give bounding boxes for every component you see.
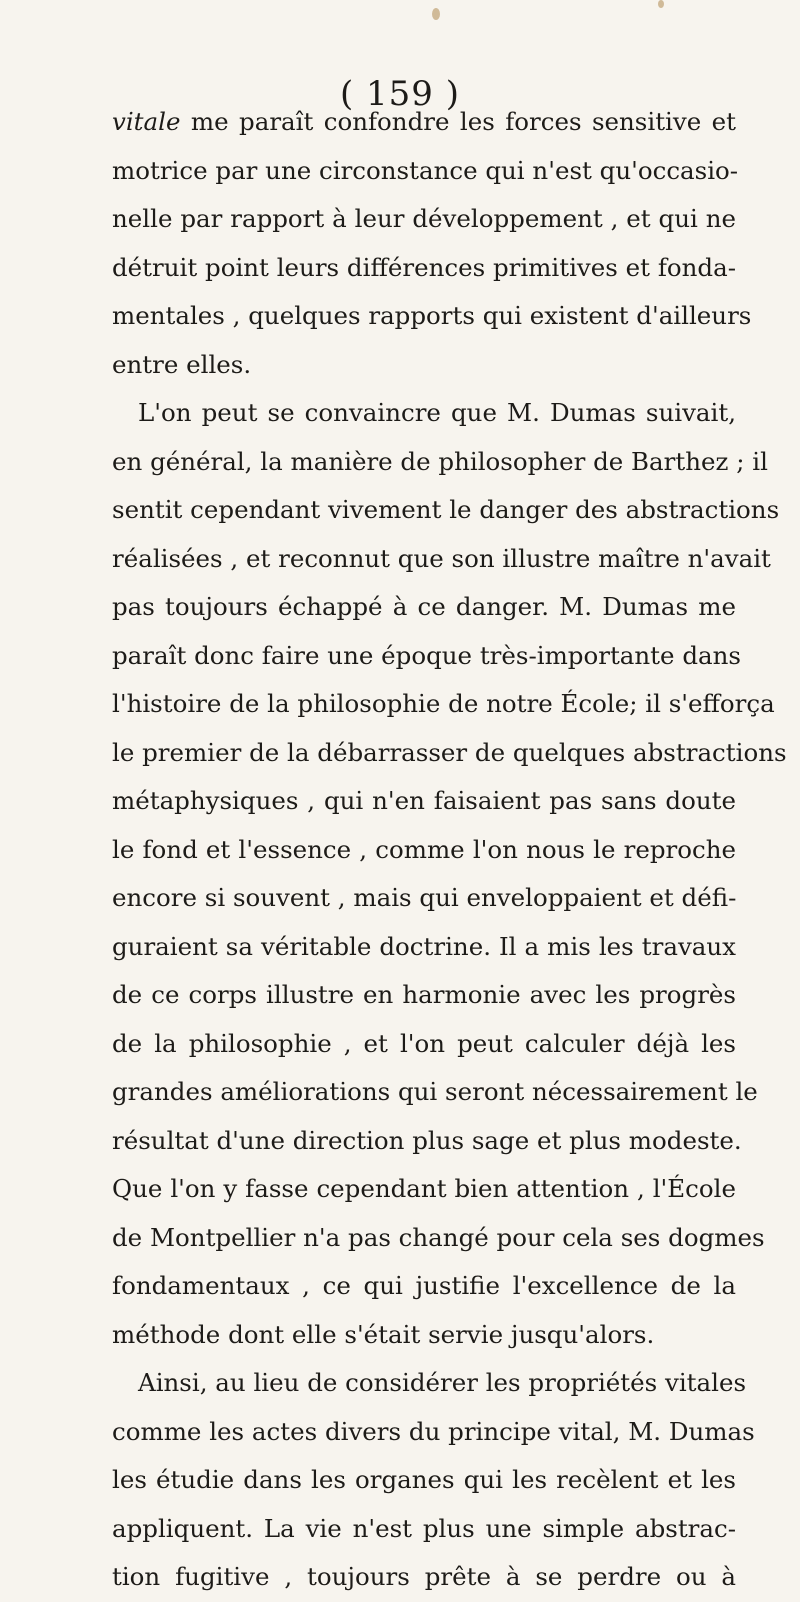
text-line: nelle par rapport à leur développement , et qui ne — [112, 204, 736, 233]
text-line: de Montpellier n'a pas changé pour cela ses dogmes — [112, 1222, 765, 1252]
text-line: mentales , quelques rapports qui existent d'ailleurs — [112, 301, 752, 330]
text-line: vitale me paraît confondre les forces sensitive et — [112, 107, 736, 136]
text-line: les étudie dans les organes qui les recèlent et les — [112, 1465, 736, 1494]
text-line: grandes améliorations qui seront nécessairement le — [112, 1077, 758, 1106]
text-line: pas toujours échappé à ce danger. M. Dumas me — [112, 592, 736, 621]
text-line: paraît donc faire une époque très-importante dans — [112, 640, 741, 670]
text-line: le fond et l'essence , comme l'on nous le reproche — [112, 834, 736, 864]
text-line: fondamentaux , ce qui justifie l'excellence de la — [112, 1271, 736, 1300]
text-line: guraient sa véritable doctrine. Il a mis les travaux — [112, 931, 736, 961]
text-line: résultat d'une direction plus sage et plus modeste. — [112, 1125, 742, 1155]
text-line: Que l'on y fasse cependant bien attention , l'École — [112, 1174, 736, 1203]
text-line: entre elles. — [112, 349, 252, 379]
text-line: le premier de la débarrasser de quelques abstractions — [112, 737, 787, 767]
text-line: en général, la manière de philosopher de Barthez ; il — [112, 446, 768, 476]
body-text — [112, 98, 787, 1602]
text-line: L'on peut se convaincre que M. Dumas suivait, — [138, 398, 736, 427]
text-line: tion fugitive , toujours prête à se perdre ou à — [112, 1562, 736, 1591]
text-line: réalisées , et reconnut que son illustre maître n'avait — [112, 543, 771, 573]
text-line: métaphysiques , qui n'en faisaient pas sans doute — [112, 786, 736, 815]
text-line: sentit cependant vivement le danger des abstractions — [112, 495, 780, 524]
ink-smudge-mark — [658, 0, 664, 8]
text-line: détruit point leurs différences primitives et fonda- — [112, 252, 736, 282]
text-line: comme les actes divers du principe vital, M. Dumas — [112, 1416, 755, 1446]
ink-smudge-mark — [432, 8, 440, 20]
text-line: l'histoire de la philosophie de notre École; il s'efforça — [112, 689, 775, 718]
text-line: motrice par une circonstance qui n'est qu'occasio- — [112, 155, 739, 185]
page-number: ( 159 ) — [339, 74, 461, 114]
text-line: de ce corps illustre en harmonie avec les progrès — [112, 980, 736, 1009]
text-line: encore si souvent , mais qui enveloppaient et défi- — [112, 883, 737, 912]
text-line: méthode dont elle s'était servie jusqu'alors. — [112, 1319, 655, 1349]
text-line: Ainsi, au lieu de considérer les propriétés vitales — [138, 1368, 747, 1397]
text-line: de la philosophie , et l'on peut calculer déjà les — [112, 1028, 736, 1058]
italic-word: vitale — [112, 107, 181, 136]
text-line: appliquent. La vie n'est plus une simple abstrac- — [112, 1513, 736, 1543]
